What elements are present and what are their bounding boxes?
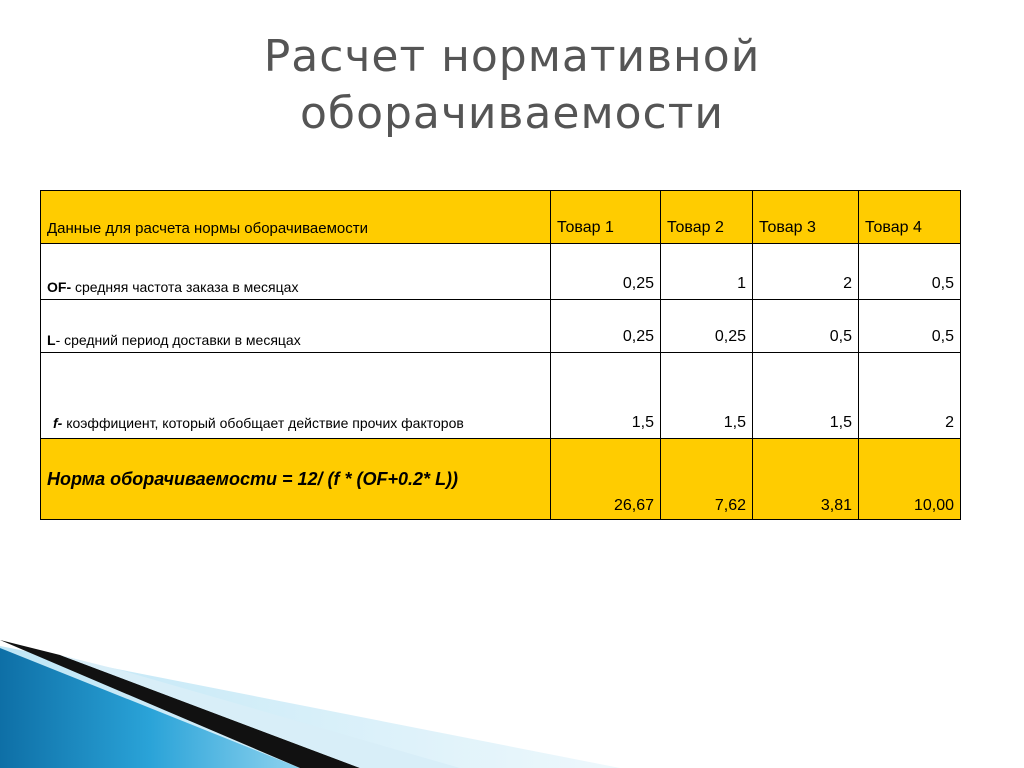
param-label-order-frequency <box>41 244 551 300</box>
value-of-product-1: 0,25 <box>551 244 661 300</box>
value-l-product-2: 0,25 <box>661 300 753 353</box>
norm-value-product-1: 26,67 <box>551 439 661 520</box>
value-f-product-1: 1,5 <box>551 353 661 439</box>
value-l-product-4: 0,5 <box>859 300 961 353</box>
value-l-product-1: 0,25 <box>551 300 661 353</box>
table-row-delivery-period <box>41 300 961 353</box>
value-f-product-4: 2 <box>859 353 961 439</box>
param-text-l: - средний период доставки в месяцах <box>55 332 301 348</box>
param-symbol-of: OF- <box>47 279 72 295</box>
param-text-of: средняя частота заказа в месяцах <box>71 279 299 295</box>
header-label-cell: Данные для расчета нормы оборачиваемости <box>41 191 551 244</box>
param-text-f: коэффициент, который обобщает действие прочих факторов <box>62 415 464 431</box>
decor-black-stripe <box>0 640 360 768</box>
value-of-product-3: 2 <box>753 244 859 300</box>
value-of-product-2: 1 <box>661 244 753 300</box>
header-product-4: Товар 4 <box>859 191 961 244</box>
param-symbol-l: L <box>47 332 56 348</box>
header-product-1: Товар 1 <box>551 191 661 244</box>
turnover-norm-table <box>40 190 961 520</box>
table-header-row <box>41 191 961 244</box>
param-label-delivery-period <box>41 300 551 353</box>
norm-value-product-4: 10,00 <box>859 439 961 520</box>
slide-title <box>0 28 1024 142</box>
header-product-2: Товар 2 <box>661 191 753 244</box>
table-row-order-frequency <box>41 244 961 300</box>
value-l-product-3: 0,5 <box>753 300 859 353</box>
value-f-product-3: 1,5 <box>753 353 859 439</box>
slide-title-line-2: оборачиваемости <box>300 88 724 139</box>
norm-value-product-2: 7,62 <box>661 439 753 520</box>
norm-formula-cell: Норма оборачиваемости = 12/ (f * (OF+0.2* L)) <box>41 439 551 520</box>
param-label-coefficient <box>41 353 551 439</box>
value-f-product-2: 1,5 <box>661 353 753 439</box>
slide-title-line-1: Расчет нормативной <box>263 31 761 82</box>
norm-value-product-3: 3,81 <box>753 439 859 520</box>
table-row-turnover-norm <box>41 439 961 520</box>
value-of-product-4: 0,5 <box>859 244 961 300</box>
table-row-coefficient <box>41 353 961 439</box>
decor-blue-wedge <box>0 648 300 768</box>
param-symbol-f: f- <box>53 415 63 431</box>
header-product-3: Товар 3 <box>753 191 859 244</box>
decor-pale-wedge <box>0 646 620 768</box>
decor-light-stripe <box>60 655 460 768</box>
